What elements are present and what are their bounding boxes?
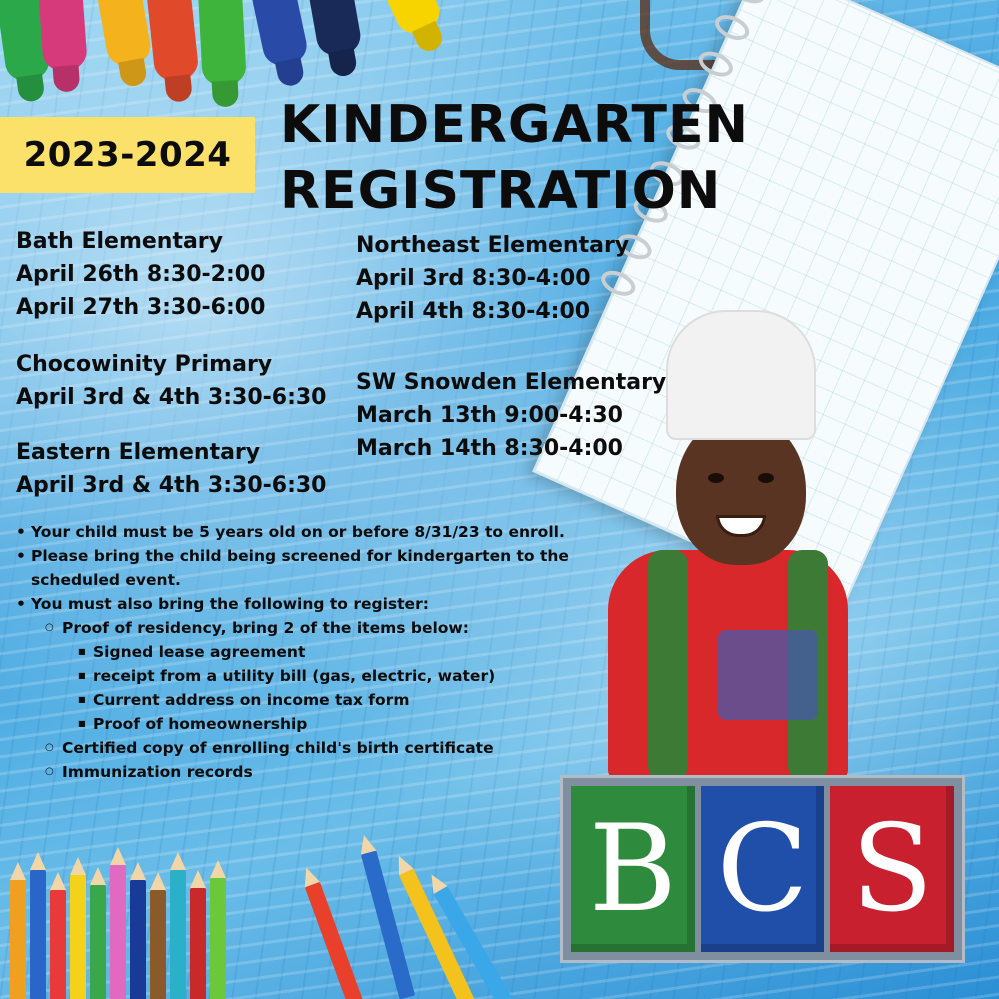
school-eastern-elementary bbox=[16, 436, 327, 502]
school-date: April 26th 8:30-2:00 bbox=[16, 262, 266, 287]
list-item: • Please bring the child being screened for kindergarten to the scheduled event. bbox=[14, 544, 574, 592]
school-name: Eastern Elementary bbox=[16, 440, 261, 465]
requirements-list bbox=[14, 520, 574, 784]
list-item-text: You must also bring the following to register: bbox=[31, 595, 429, 613]
logo-tile-b: B bbox=[571, 786, 695, 952]
school-sw-snowden-elementary bbox=[356, 366, 666, 465]
list-item: ■ Signed lease agreement bbox=[76, 640, 574, 664]
list-item: ○ Certified copy of enrolling child's birth certificate bbox=[45, 736, 574, 760]
school-name: Northeast Elementary bbox=[356, 233, 630, 258]
list-item bbox=[45, 616, 574, 736]
school-chocowinity-primary bbox=[16, 348, 327, 414]
list-item: ■ Current address on income tax form bbox=[76, 688, 574, 712]
school-date: April 3rd 8:30-4:00 bbox=[356, 266, 591, 291]
school-name: Chocowinity Primary bbox=[16, 352, 273, 377]
school-date: April 3rd & 4th 3:30-6:30 bbox=[16, 385, 327, 410]
title-line-2: REGISTRATION bbox=[280, 161, 722, 221]
school-date: March 14th 8:30-4:00 bbox=[356, 436, 623, 461]
school-date: April 27th 3:30-6:00 bbox=[16, 295, 266, 320]
school-name: SW Snowden Elementary bbox=[356, 370, 667, 395]
list-item: • Your child must be 5 years old on or before 8/31/23 to enroll. bbox=[14, 520, 574, 544]
school-bath-elementary bbox=[16, 225, 265, 324]
list-item-text: Proof of residency, bring 2 of the items below: bbox=[62, 619, 469, 637]
page-title bbox=[280, 92, 749, 224]
school-name: Bath Elementary bbox=[16, 229, 224, 254]
list-item: ■ receipt from a utility bill (gas, electric, water) bbox=[76, 664, 574, 688]
list-item bbox=[14, 592, 574, 784]
school-date: April 3rd & 4th 3:30-6:30 bbox=[16, 473, 327, 498]
pencils-illustration bbox=[0, 860, 560, 999]
title-line-1: KINDERGARTEN bbox=[280, 95, 750, 155]
logo-tile-s: S bbox=[830, 786, 954, 952]
list-item: ○ Immunization records bbox=[45, 760, 574, 784]
list-item: ■ Proof of homeownership bbox=[76, 712, 574, 736]
year-badge: 2023-2024 bbox=[0, 117, 255, 193]
school-date: April 4th 8:30-4:00 bbox=[356, 299, 591, 324]
logo-tile-c: C bbox=[701, 786, 825, 952]
school-date: March 13th 9:00-4:30 bbox=[356, 403, 623, 428]
bcs-logo bbox=[560, 775, 965, 963]
school-northeast-elementary bbox=[356, 229, 629, 328]
